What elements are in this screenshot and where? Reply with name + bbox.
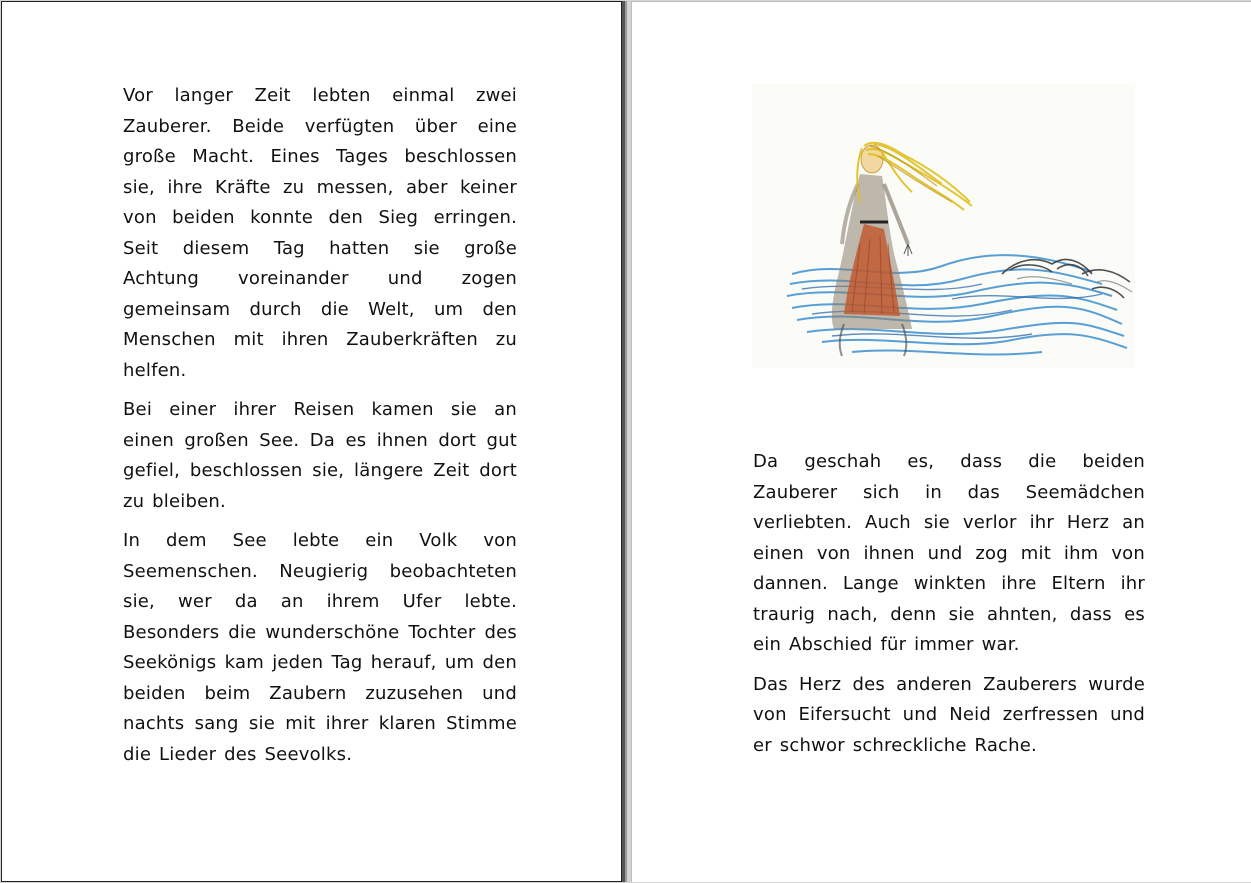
left-paragraph-2: Bei einer ihrer Reisen kamen sie an einen großen See. Da es ihnen dort gut gefiel, beschlossen sie, längere Zeit dort zu bleiben. — [123, 399, 517, 512]
right-paragraph-1: Da geschah es, dass die beiden Zauberer sich in das Seemädchen verliebten. Auch sie verlor ihr Herz an einen von ihnen und zog mit ihm von dannen. Lange winkten ihre Eltern ihr traurig nach, denn sie ahnten, dass es ein Abschied für immer war. — [753, 451, 1145, 655]
left-page — [1, 1, 622, 882]
right-page-text — [753, 447, 1145, 770]
drawing-sea-maiden-icon — [752, 84, 1135, 368]
left-paragraph-1: Vor langer Zeit lebten einmal zwei Zauberer. Beide verfügten über eine große Macht. Eines Tages beschlossen sie, ihre Kräfte zu messen, aber keiner von beiden konnte den Sieg erringen. Seit diesem Tag hatten sie große Achtung voreinander und zogen gemeinsam durch die Welt, um den Menschen mit ihren Zauberkräften zu helfen. — [123, 85, 517, 381]
right-page — [631, 1, 1251, 882]
right-paragraph-2: Das Herz des anderen Zauberers wurde von Eifersucht und Neid zerfressen und er schwor schreckliche Rache. — [753, 673, 1145, 756]
left-paragraph-3: In dem See lebte ein Volk von Seemenschen. Neugierig beobachteten sie, wer da an ihrem Ufer lebte. Besonders die wunderschöne Tochter des Seekönigs kam jeden Tag herauf, um den beiden beim Zaubern zuzusehen und nachts sang sie mit ihrer klaren Stimme die Lieder des Seevolks. — [123, 530, 517, 765]
left-page-text — [123, 81, 517, 779]
